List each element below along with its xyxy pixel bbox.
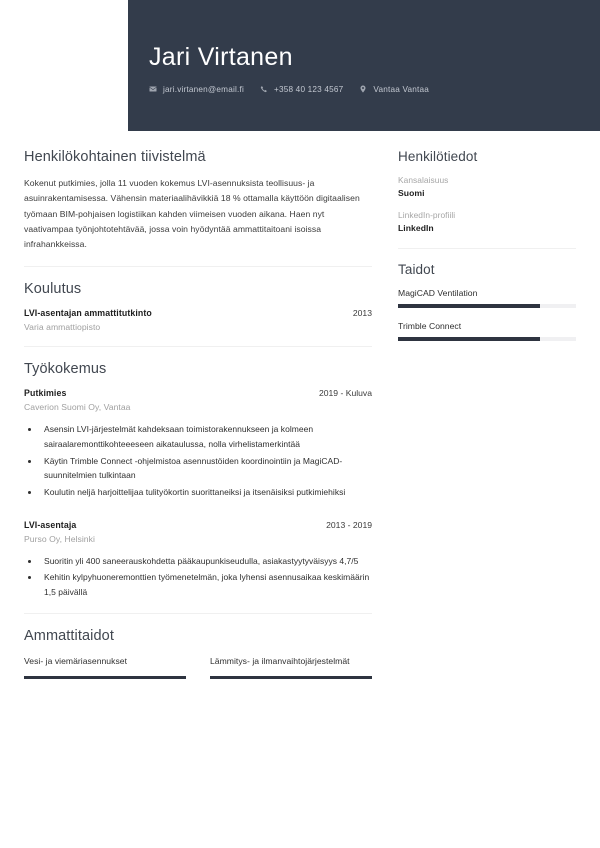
experience-entry <box>24 520 372 600</box>
phone-icon <box>260 85 268 93</box>
contact-phone[interactable] <box>260 85 343 94</box>
experience-date: 2013 - 2019 <box>326 519 372 530</box>
education-degree: LVI-asentajan ammattitutkinto <box>24 308 152 319</box>
contact-location-text: Vantaa Vantaa <box>373 84 429 94</box>
personal-detail-label: Kansalaisuus <box>398 175 449 185</box>
section-education <box>24 281 372 332</box>
skill-bar-track <box>398 337 576 341</box>
skill-item <box>398 321 576 341</box>
divider-after-education <box>24 346 372 347</box>
section-sidebar-skills <box>398 262 576 341</box>
experience-bullet: • Suoritin yli 400 saneerauskohdetta pääkaupunkiseudulla, asiakastyytyväisyys 4,7/5 <box>40 554 372 569</box>
section-personal-details <box>398 149 576 233</box>
section-title-education: Koulutus <box>24 281 82 298</box>
section-title-personal-details: Henkilötiedot <box>398 149 478 164</box>
education-date: 2013 <box>352 308 372 319</box>
personal-detail-value: Suomi <box>398 188 425 198</box>
experience-bullet: • Käytin Trimble Connect -ohjelmistoa asennustöiden koordinointiin ja MagiCAD-suunnitelmien tulkintaan <box>40 454 372 483</box>
experience-employer: Caverion Suomi Oy, Vantaa <box>24 402 131 413</box>
sidebar-column <box>398 131 600 354</box>
professional-skill-bar <box>210 676 372 680</box>
experience-entry-gap <box>24 502 372 520</box>
experience-bullets <box>40 422 372 499</box>
divider-sidebar <box>398 248 576 249</box>
divider-after-summary <box>24 266 372 267</box>
main-column <box>0 131 398 679</box>
skill-bar-track <box>398 304 576 308</box>
education-entry-head <box>24 308 372 318</box>
candidate-name: Jari Virtanen <box>149 43 293 71</box>
personal-detail-field <box>398 210 576 233</box>
experience-role: LVI-asentaja <box>24 519 77 530</box>
experience-bullets <box>40 554 372 600</box>
experience-bullet: • Koulutin neljä harjoittelijaa tulityökortin suorittaneiksi ja itsenäisiksi putkimiehiksi <box>40 485 372 500</box>
skill-label: MagiCAD Ventilation <box>398 288 478 298</box>
personal-detail-label: LinkedIn-profiili <box>398 210 456 220</box>
section-title-experience: Työkokemus <box>24 361 107 378</box>
experience-date: 2019 - Kuluva <box>318 388 372 399</box>
section-experience <box>24 361 372 599</box>
envelope-icon <box>149 85 157 93</box>
education-institution: Varia ammattiopisto <box>24 322 101 333</box>
personal-detail-field <box>398 175 576 198</box>
section-title-professional-skills: Ammattitaidot <box>24 628 114 645</box>
skill-bar-fill <box>398 337 540 341</box>
linkedin-link[interactable]: LinkedIn <box>398 223 434 233</box>
professional-skill-label: Vesi- ja viemäriasennukset <box>24 656 127 667</box>
resume-body <box>0 131 600 679</box>
summary-text: Kokenut putkimies, jolla 11 vuoden kokemus LVI-asennuksista teollisuus- ja asuinrakentamisessa. Vähensin materiaalihävikkiä 18 % ottamalla käyttöön digitaalisen työmaan BIM-pohjaisen logistiikan kahden viimeisen vuoden aikana. Haen nyt vaativampaa työnjohtotehtävää, jossa voin hyödyntää ammattitaitoani isoissa infrahankkeissa. <box>24 178 360 250</box>
divider-after-experience <box>24 613 372 614</box>
experience-entry-head <box>24 388 372 398</box>
contact-phone-text: +358 40 123 4567 <box>273 84 344 94</box>
contact-row <box>149 85 600 94</box>
experience-employer: Purso Oy, Helsinki <box>24 533 95 544</box>
skill-bar-fill <box>398 304 540 308</box>
experience-entry <box>24 388 372 499</box>
section-summary <box>24 149 372 252</box>
section-professional-skills <box>24 628 372 679</box>
section-title-skills: Taidot <box>398 262 435 277</box>
professional-skill-grid <box>24 655 372 679</box>
education-entry <box>24 308 372 332</box>
professional-skill-item <box>24 655 186 679</box>
contact-location[interactable] <box>359 85 429 94</box>
experience-role: Putkimies <box>24 388 67 399</box>
section-title-summary: Henkilökohtainen tiivistelmä <box>24 149 206 165</box>
experience-entry-head <box>24 520 372 530</box>
professional-skill-bar <box>24 676 186 680</box>
resume-header <box>128 0 600 131</box>
experience-bullet: • Asensin LVI-järjestelmät kahdeksaan toimistorakennukseen ja kolmeen sairaalaremonttikohteeeseen aikataulussa, nolla virhelistamerkintää <box>40 422 372 451</box>
experience-bullet: • Kehitin kylpyhuoneremonttien työmenetelmän, joka lyhensi asennusaikaa keskimäärin 1,5 päivällä <box>40 570 372 599</box>
skill-item <box>398 288 576 308</box>
professional-skill-item <box>210 655 372 679</box>
professional-skill-label: Lämmitys- ja ilmanvaihtojärjestelmät <box>210 656 350 667</box>
contact-email[interactable] <box>149 85 244 94</box>
location-pin-icon <box>359 85 367 93</box>
contact-email-text: jari.virtanen@email.fi <box>163 84 244 94</box>
skill-label: Trimble Connect <box>398 321 462 331</box>
